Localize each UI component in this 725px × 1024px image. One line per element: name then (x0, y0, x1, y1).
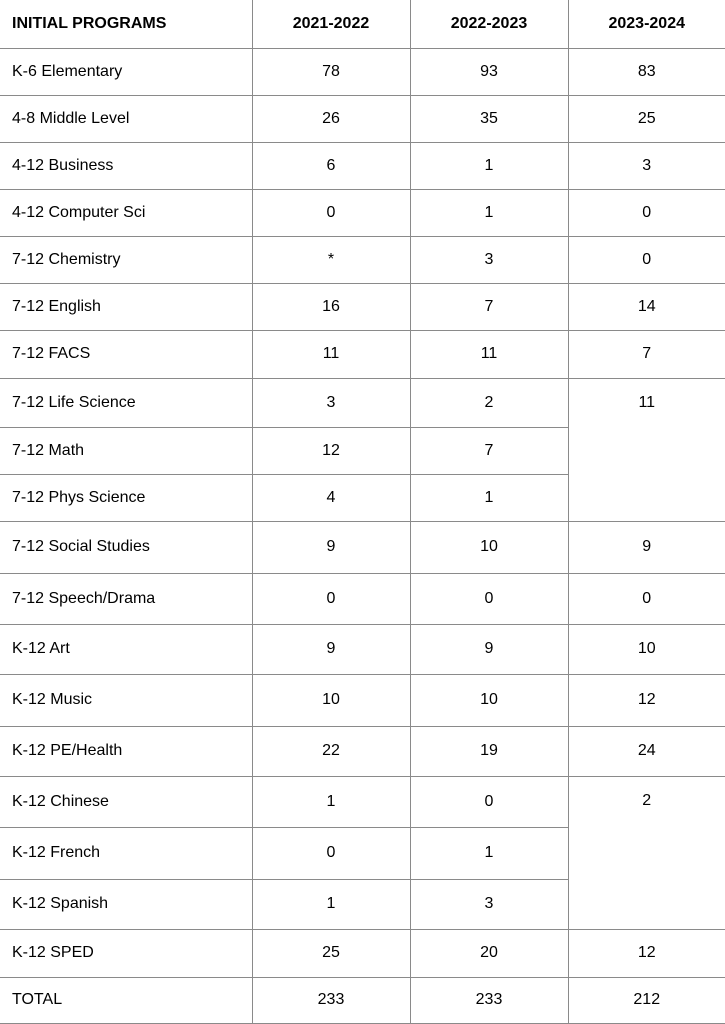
value-2022-2023: 3 (410, 236, 568, 283)
total-2022-2023: 233 (410, 977, 568, 1023)
header-2023-2024: 2023-2024 (568, 0, 725, 48)
value-2021-2022: 1 (252, 776, 410, 827)
value-2022-2023: 20 (410, 929, 568, 977)
table-row (0, 95, 725, 142)
total-row (0, 977, 725, 1023)
program-name: 4-12 Computer Sci (0, 189, 252, 236)
value-2022-2023: 7 (410, 427, 568, 474)
program-name: K-12 PE/Health (0, 726, 252, 776)
value-2021-2022: 12 (252, 427, 410, 474)
table-row (0, 189, 725, 236)
value-2021-2022: 0 (252, 827, 410, 879)
value-2021-2022: 4 (252, 474, 410, 521)
table-row (0, 142, 725, 189)
value-2022-2023: 1 (410, 142, 568, 189)
value-2021-2022: 1 (252, 879, 410, 929)
table-row (0, 573, 725, 624)
value-2023-2024: 0 (568, 573, 725, 624)
program-name: K-12 Chinese (0, 776, 252, 827)
value-2023-2024-merged: 2 (568, 776, 725, 929)
value-2021-2022: 78 (252, 48, 410, 95)
value-2021-2022: 9 (252, 521, 410, 573)
value-2021-2022: 26 (252, 95, 410, 142)
program-name: 7-12 Chemistry (0, 236, 252, 283)
value-2023-2024-merged: 11 (568, 378, 725, 521)
program-name: 7-12 FACS (0, 330, 252, 378)
value-2022-2023: 0 (410, 776, 568, 827)
program-name: 7-12 Life Science (0, 378, 252, 427)
table-row (0, 378, 725, 427)
value-2023-2024: 24 (568, 726, 725, 776)
value-2021-2022: 3 (252, 378, 410, 427)
program-name: K-12 Spanish (0, 879, 252, 929)
value-2023-2024: 25 (568, 95, 725, 142)
value-2022-2023: 11 (410, 330, 568, 378)
program-name: 7-12 Social Studies (0, 521, 252, 573)
value-2023-2024: 7 (568, 330, 725, 378)
value-2022-2023: 0 (410, 573, 568, 624)
program-name: K-12 SPED (0, 929, 252, 977)
value-2021-2022: 0 (252, 573, 410, 624)
value-2023-2024: 0 (568, 189, 725, 236)
program-name: 4-12 Business (0, 142, 252, 189)
value-2022-2023: 1 (410, 189, 568, 236)
value-2023-2024: 10 (568, 624, 725, 674)
value-2023-2024: 83 (568, 48, 725, 95)
value-2021-2022: 0 (252, 189, 410, 236)
value-2022-2023: 1 (410, 474, 568, 521)
table-row (0, 674, 725, 726)
program-name: 7-12 Speech/Drama (0, 573, 252, 624)
value-2022-2023: 93 (410, 48, 568, 95)
table-row (0, 330, 725, 378)
value-2021-2022: 22 (252, 726, 410, 776)
value-2022-2023: 3 (410, 879, 568, 929)
program-name: K-12 Music (0, 674, 252, 726)
total-label: TOTAL (0, 977, 252, 1023)
value-2022-2023: 10 (410, 674, 568, 726)
table-row (0, 776, 725, 827)
value-2023-2024: 12 (568, 674, 725, 726)
value-2022-2023: 9 (410, 624, 568, 674)
program-name: K-12 French (0, 827, 252, 879)
value-2023-2024: 0 (568, 236, 725, 283)
value-2022-2023: 19 (410, 726, 568, 776)
table-row (0, 726, 725, 776)
value-2022-2023: 1 (410, 827, 568, 879)
value-2023-2024: 14 (568, 283, 725, 330)
table-row (0, 48, 725, 95)
header-program: INITIAL PROGRAMS (0, 0, 252, 48)
value-2021-2022: 16 (252, 283, 410, 330)
value-2022-2023: 35 (410, 95, 568, 142)
value-2022-2023: 2 (410, 378, 568, 427)
table-row (0, 521, 725, 573)
value-2021-2022: 25 (252, 929, 410, 977)
program-name: K-6 Elementary (0, 48, 252, 95)
header-2022-2023: 2022-2023 (410, 0, 568, 48)
header-row (0, 0, 725, 48)
program-name: 4-8 Middle Level (0, 95, 252, 142)
program-name: 7-12 Math (0, 427, 252, 474)
value-2021-2022: 10 (252, 674, 410, 726)
value-2022-2023: 10 (410, 521, 568, 573)
table-row (0, 283, 725, 330)
value-2021-2022: * (252, 236, 410, 283)
value-2021-2022: 9 (252, 624, 410, 674)
value-2023-2024: 3 (568, 142, 725, 189)
table-row (0, 236, 725, 283)
total-2021-2022: 233 (252, 977, 410, 1023)
program-name: 7-12 English (0, 283, 252, 330)
value-2021-2022: 11 (252, 330, 410, 378)
value-2021-2022: 6 (252, 142, 410, 189)
program-name: K-12 Art (0, 624, 252, 674)
header-2021-2022: 2021-2022 (252, 0, 410, 48)
program-name: 7-12 Phys Science (0, 474, 252, 521)
total-2023-2024: 212 (568, 977, 725, 1023)
value-2023-2024: 9 (568, 521, 725, 573)
value-2023-2024: 12 (568, 929, 725, 977)
table-row (0, 624, 725, 674)
table-row (0, 929, 725, 977)
value-2022-2023: 7 (410, 283, 568, 330)
